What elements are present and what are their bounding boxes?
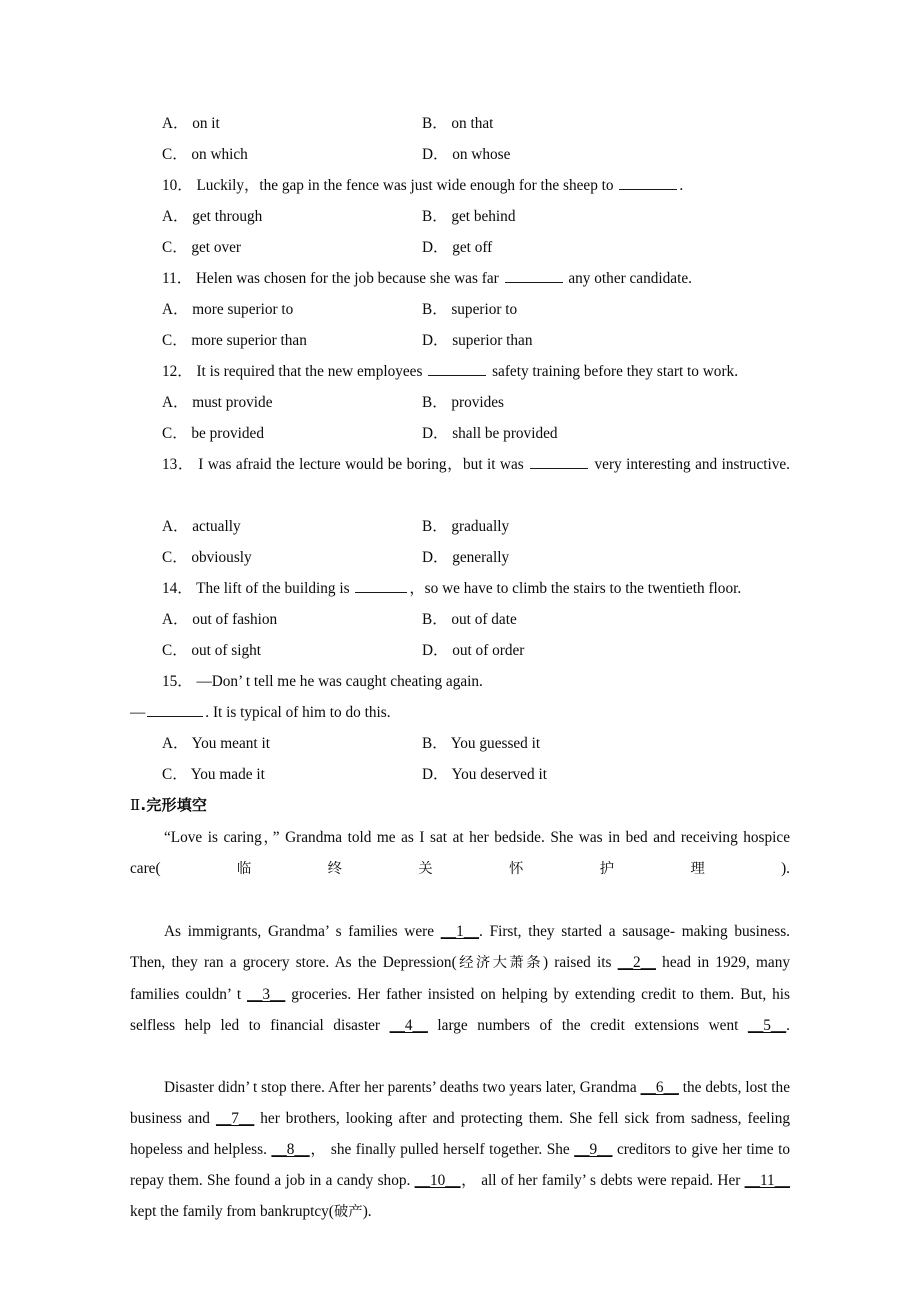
question-stem-10 xyxy=(130,170,790,201)
option-letter: A． xyxy=(162,115,189,132)
passage-text: head in 1929, many families couldn’ t xyxy=(130,954,790,1003)
question-number: 12． xyxy=(162,363,193,380)
option-letter: A． xyxy=(162,518,189,535)
question-stem-14 xyxy=(130,573,790,604)
option-letter: D． xyxy=(422,239,449,256)
option-text: superior to xyxy=(451,301,518,318)
passage-text: “Love is caring，” Grandma told me as I sat at her bedside. She was in bed and receiving hospice care( xyxy=(130,829,790,877)
question-text-tail: any other candidate. xyxy=(564,270,692,287)
cloze-paragraph xyxy=(130,822,790,916)
cloze-blank[interactable]: __1__ xyxy=(440,923,480,940)
option-d[interactable] xyxy=(418,325,532,356)
option-b[interactable] xyxy=(418,294,517,325)
option-text: You deserved it xyxy=(451,766,547,783)
cloze-blank[interactable]: __3__ xyxy=(247,986,286,1003)
option-letter: D． xyxy=(422,332,449,349)
option-b[interactable] xyxy=(418,108,493,139)
option-row xyxy=(130,201,790,232)
option-letter: B． xyxy=(422,208,448,225)
answer-blank[interactable] xyxy=(428,361,486,376)
chinese-gloss: 破产 xyxy=(333,1204,363,1220)
option-b[interactable] xyxy=(418,201,515,232)
option-text: obviously xyxy=(191,549,252,566)
passage-text: creditors to give her time to repay them. She found a job in a candy shop. xyxy=(130,1141,790,1189)
option-letter: B． xyxy=(422,611,448,628)
option-text: be provided xyxy=(191,425,264,442)
question-number: 14． xyxy=(162,580,193,597)
dialog-dash: — xyxy=(130,704,146,721)
option-c[interactable] xyxy=(130,139,418,170)
option-text: on whose xyxy=(452,146,511,163)
option-c[interactable] xyxy=(130,759,418,790)
dialog-line-first: —Don’ t tell me he was caught cheating again. xyxy=(196,673,483,690)
option-letter: C． xyxy=(162,549,188,566)
option-text: You made it xyxy=(190,766,265,783)
question-text: The lift of the building is xyxy=(196,580,354,597)
section-title: 完形填空 xyxy=(146,796,208,814)
passage-text: the debts, lost the business and xyxy=(130,1079,790,1127)
section-heading-cloze xyxy=(130,790,790,822)
option-text: more superior to xyxy=(192,301,294,318)
option-letter: A． xyxy=(162,208,189,225)
cloze-paragraph xyxy=(130,916,790,1072)
option-row xyxy=(130,139,790,170)
option-d[interactable] xyxy=(418,232,492,263)
option-letter: D． xyxy=(422,146,449,163)
option-text: get off xyxy=(452,239,493,256)
dialog-text-tail: . It is typical of him to do this. xyxy=(205,704,391,721)
passage-text: ， all of her family’ s debts were repaid. Her xyxy=(460,1172,745,1189)
question-text-tail: ，so we have to climb the stairs to the twentieth floor. xyxy=(409,580,742,597)
option-letter: B． xyxy=(422,518,448,535)
chinese-gloss: 经济大萧条 xyxy=(456,955,543,971)
option-text: on that xyxy=(451,115,494,132)
option-d[interactable] xyxy=(418,418,558,449)
option-b[interactable] xyxy=(418,511,509,542)
option-letter: A． xyxy=(162,611,189,628)
cloze-paragraph xyxy=(130,1072,790,1228)
question-text-tail: safety training before they start to work. xyxy=(488,363,739,380)
option-text: superior than xyxy=(452,332,533,349)
option-letter: D． xyxy=(422,549,449,566)
question-number: 15． xyxy=(162,673,193,690)
option-row xyxy=(130,542,790,573)
dialog-line-second xyxy=(130,697,790,728)
answer-blank[interactable] xyxy=(147,702,203,717)
option-letter: D． xyxy=(422,642,449,659)
option-row xyxy=(130,325,790,356)
option-d[interactable] xyxy=(418,139,510,170)
option-row xyxy=(130,108,790,139)
option-row xyxy=(130,511,790,542)
option-c[interactable] xyxy=(130,542,418,573)
option-text: out of fashion xyxy=(192,611,278,628)
cloze-blank[interactable]: __2__ xyxy=(617,954,656,971)
cloze-blank[interactable]: __5__ xyxy=(747,1017,787,1034)
option-text: provides xyxy=(451,394,505,411)
question-number: 10． xyxy=(162,177,193,194)
option-letter: A． xyxy=(162,301,189,318)
question-text-tail: . xyxy=(679,177,684,194)
option-row xyxy=(130,728,790,759)
option-text: more superior than xyxy=(191,332,307,349)
option-text: out of sight xyxy=(191,642,262,659)
cloze-blank[interactable]: __11__ xyxy=(744,1172,790,1189)
option-c[interactable] xyxy=(130,232,418,263)
option-a[interactable] xyxy=(130,728,418,759)
option-letter: D． xyxy=(422,425,449,442)
option-text: on which xyxy=(191,146,248,163)
question-text: Luckily，the gap in the fence was just wide enough for the sheep to xyxy=(196,177,618,194)
cloze-blank[interactable]: __9__ xyxy=(574,1141,613,1158)
option-letter: B． xyxy=(422,735,448,752)
passage-text: kept the family from bankruptcy( xyxy=(130,1203,334,1220)
passage-text: ) raised its xyxy=(542,954,618,971)
option-a[interactable] xyxy=(130,604,418,635)
option-d[interactable] xyxy=(418,635,524,666)
option-d[interactable] xyxy=(418,759,547,790)
option-c[interactable] xyxy=(130,635,418,666)
option-b[interactable] xyxy=(418,387,504,418)
question-text: Helen was chosen for the job because she was far xyxy=(195,270,503,287)
option-row xyxy=(130,418,790,449)
option-c[interactable] xyxy=(130,325,418,356)
option-text: get through xyxy=(192,208,263,225)
question-number: 13． xyxy=(162,456,194,473)
passage-text: ). xyxy=(781,860,790,877)
question-stem-15 xyxy=(130,666,790,697)
option-text: must provide xyxy=(192,394,273,411)
cloze-blank[interactable]: __10__ xyxy=(414,1172,461,1189)
option-a[interactable] xyxy=(130,294,418,325)
option-letter: B． xyxy=(422,394,448,411)
passage-text: Disaster didn’ t stop there. After her parents’ deaths two years later, Grandma xyxy=(164,1079,641,1096)
option-letter: C． xyxy=(162,332,188,349)
option-a[interactable] xyxy=(130,201,418,232)
option-row xyxy=(130,604,790,635)
question-stem-12 xyxy=(130,356,790,387)
question-text: It is required that the new employees xyxy=(196,363,427,380)
option-a[interactable] xyxy=(130,387,418,418)
cloze-blank[interactable]: __6__ xyxy=(640,1079,679,1096)
question-text-tail: very interesting and instructive. xyxy=(590,456,790,473)
option-letter: D． xyxy=(422,766,449,783)
passage-text: As immigrants, Grandma’ s families were xyxy=(164,923,441,940)
option-text: get behind xyxy=(451,208,516,225)
option-text: out of order xyxy=(452,642,525,659)
option-letter: C． xyxy=(162,146,188,163)
option-letter: A． xyxy=(162,735,189,752)
passage-text: ). xyxy=(362,1203,372,1220)
passage-text: . First, they started a sausage- making business. Then, they ran a grocery store. As the Depression( xyxy=(130,923,790,971)
option-b[interactable] xyxy=(418,604,517,635)
option-text: You meant it xyxy=(191,735,270,752)
option-letter: B． xyxy=(422,115,448,132)
question-text: I was afraid the lecture would be boring，but it was xyxy=(198,456,529,473)
chinese-gloss: 临终关怀护理 xyxy=(160,861,782,877)
option-letter: B． xyxy=(422,301,448,318)
cloze-blank[interactable]: __7__ xyxy=(215,1110,255,1127)
section-roman-numeral: Ⅱ xyxy=(130,798,141,814)
passage-text: large numbers of the credit extensions went xyxy=(427,1017,748,1034)
question-stem-13 xyxy=(130,449,790,511)
option-a[interactable] xyxy=(130,108,418,139)
answer-blank[interactable] xyxy=(530,454,588,469)
option-text: You guessed it xyxy=(450,735,541,752)
option-row xyxy=(130,294,790,325)
page-content xyxy=(130,108,790,1228)
option-text: actually xyxy=(192,518,241,535)
question-stem-11 xyxy=(130,263,790,294)
passage-text: her brothers, looking after and protecting them. She fell sick from sadness, feeling hopeless and helpless. xyxy=(130,1110,790,1158)
passage-text: . xyxy=(786,1017,790,1034)
option-letter: C． xyxy=(162,766,188,783)
cloze-blank[interactable]: __4__ xyxy=(389,1017,428,1034)
option-row xyxy=(130,387,790,418)
option-row xyxy=(130,232,790,263)
option-text: get over xyxy=(191,239,242,256)
option-letter: C． xyxy=(162,425,188,442)
option-d[interactable] xyxy=(418,542,509,573)
option-row xyxy=(130,759,790,790)
option-text: on it xyxy=(192,115,220,132)
option-text: gradually xyxy=(451,518,510,535)
answer-blank[interactable] xyxy=(355,578,407,593)
option-letter: C． xyxy=(162,239,188,256)
cloze-blank[interactable]: __8__ xyxy=(271,1141,310,1158)
option-row xyxy=(130,635,790,666)
section-dot: . xyxy=(140,796,147,814)
option-letter: A． xyxy=(162,394,189,411)
option-text: out of date xyxy=(451,611,517,628)
option-a[interactable] xyxy=(130,511,418,542)
option-text: shall be provided xyxy=(452,425,558,442)
answer-blank[interactable] xyxy=(505,268,563,283)
passage-text: groceries. Her father insisted on helping by extending credit to them. But, his selfless help led to financial disaster xyxy=(130,986,790,1034)
option-b[interactable] xyxy=(418,728,540,759)
answer-blank[interactable] xyxy=(619,175,677,190)
option-letter: C． xyxy=(162,642,188,659)
passage-text: ， she finally pulled herself together. She xyxy=(309,1141,575,1158)
option-c[interactable] xyxy=(130,418,418,449)
question-number: 11． xyxy=(162,270,193,287)
option-text: generally xyxy=(452,549,510,566)
